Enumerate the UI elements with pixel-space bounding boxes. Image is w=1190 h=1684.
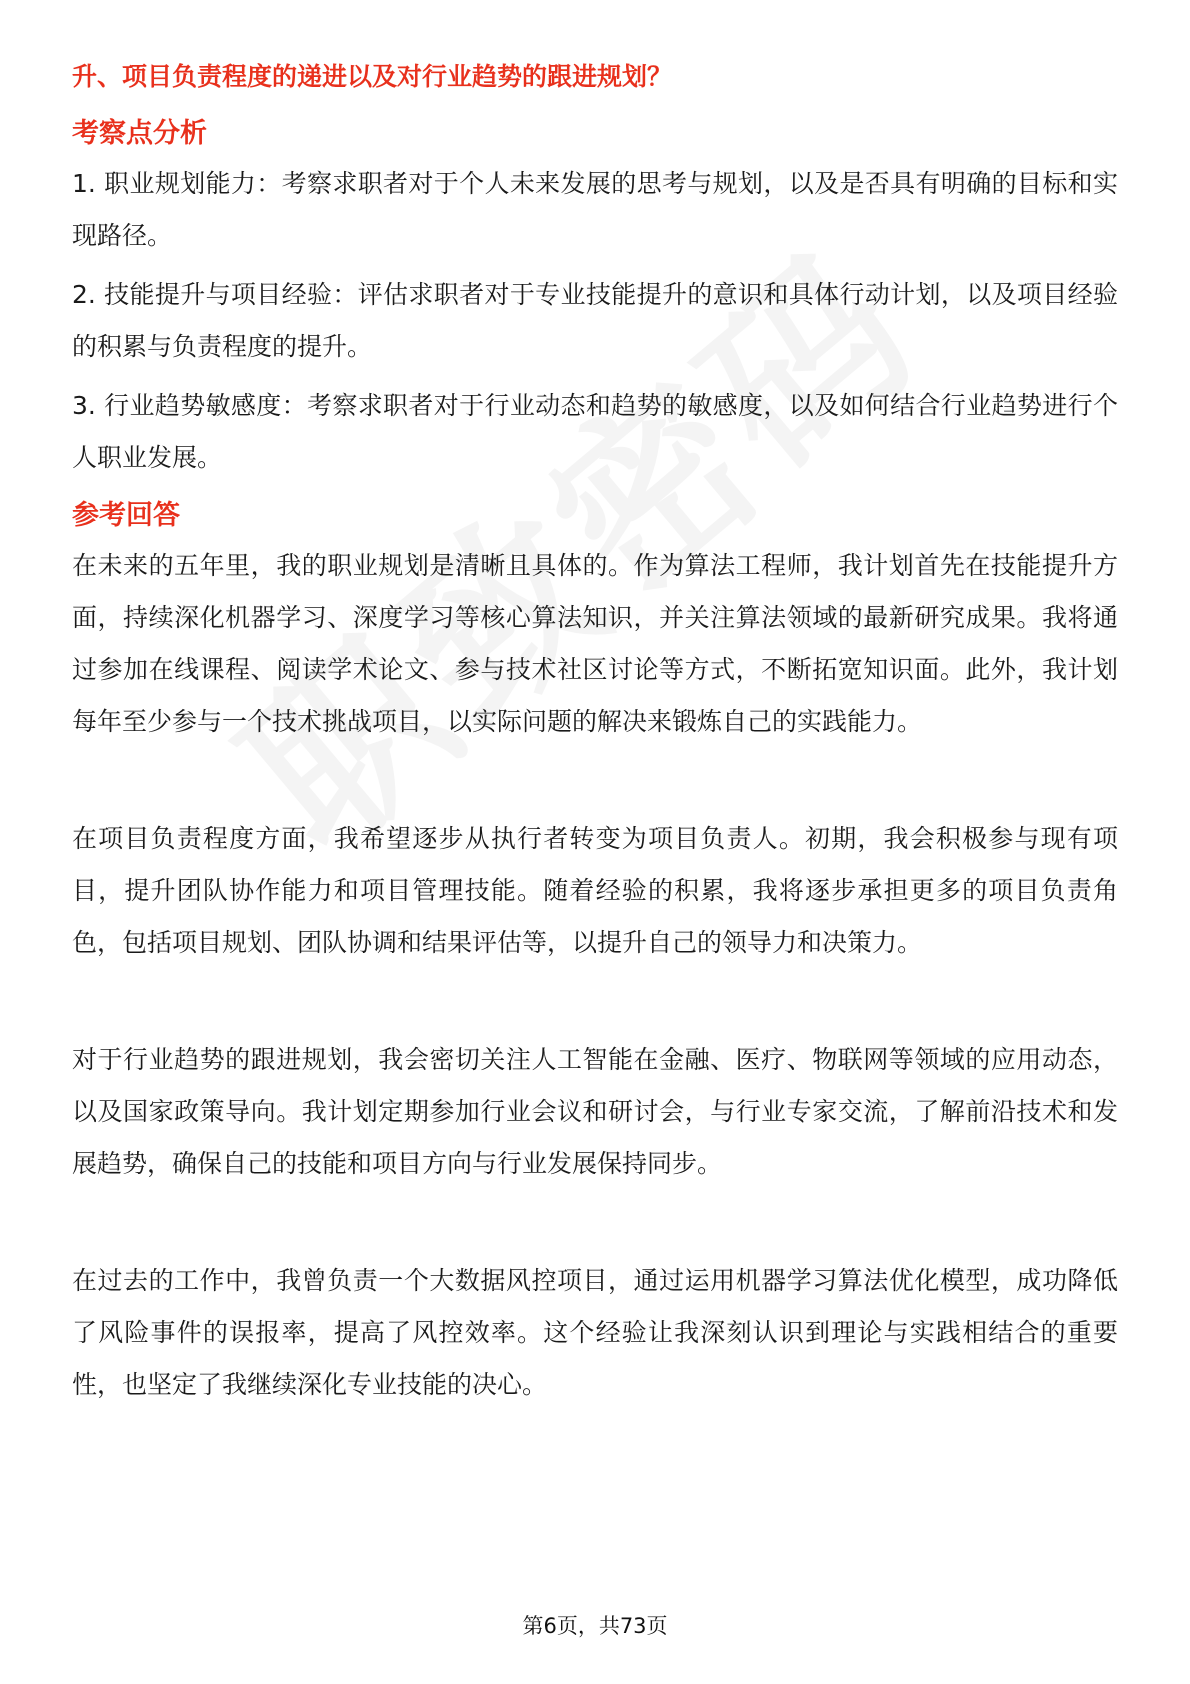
answer-heading: 参考回答 [72, 500, 180, 531]
page-content [72, 52, 1118, 1418]
analysis-point-1: 1. 职业规划能力：考察求职者对于个人未来发展的思考与规划，以及是否具有明确的目标和实现路径。 [72, 169, 1118, 250]
question-title-continuation: 升、项目负责程度的递进以及对行业趋势的跟进规划？ [72, 62, 673, 91]
analysis-point-3: 3. 行业趋势敏感度：考察求职者对于行业动态和趋势的敏感度，以及如何结合行业趋势进行个人职业发展。 [72, 391, 1118, 472]
answer-paragraph-4: 在过去的工作中，我曾负责一个大数据风控项目，通过运用机器学习算法优化模型，成功降低了风险事件的误报率，提高了风控效率。这个经验让我深刻认识到理论与实践相结合的重要性，也坚定了我继续深化专业技能的决心。 [72, 1266, 1118, 1399]
answer-paragraph-1: 在未来的五年里，我的职业规划是清晰且具体的。作为算法工程师，我计划首先在技能提升方面，持续深化机器学习、深度学习等核心算法知识，并关注算法领域的最新研究成果。我将通过参加在线课程、阅读学术论文、参与技术社区讨论等方式，不断拓宽知识面。此外，我计划每年至少参与一个技术挑战项目，以实际问题的解决来锻炼自己的实践能力。 [72, 551, 1118, 736]
answer-paragraph-2: 在项目负责程度方面，我希望逐步从执行者转变为项目负责人。初期，我会积极参与现有项目，提升团队协作能力和项目管理技能。随着经验的积累，我将逐步承担更多的项目负责角色，包括项目规划、团队协调和结果评估等，以提升自己的领导力和决策力。 [72, 824, 1118, 957]
paragraph-spacer [72, 1197, 1118, 1255]
paragraph-spacer [72, 755, 1118, 813]
analysis-heading: 考察点分析 [72, 118, 207, 149]
paragraph-spacer [72, 976, 1118, 1034]
answer-paragraph-3: 对于行业趋势的跟进规划，我会密切关注人工智能在金融、医疗、物联网等领域的应用动态，以及国家政策导向。我计划定期参加行业会议和研讨会，与行业专家交流，了解前沿技术和发展趋势，确保自己的技能和项目方向与行业发展保持同步。 [72, 1045, 1118, 1178]
analysis-point-2: 2. 技能提升与项目经验：评估求职者对于专业技能提升的意识和具体行动计划，以及项目经验的积累与负责程度的提升。 [72, 280, 1118, 361]
page-number-footer: 第6页，共73页 [522, 1614, 668, 1638]
